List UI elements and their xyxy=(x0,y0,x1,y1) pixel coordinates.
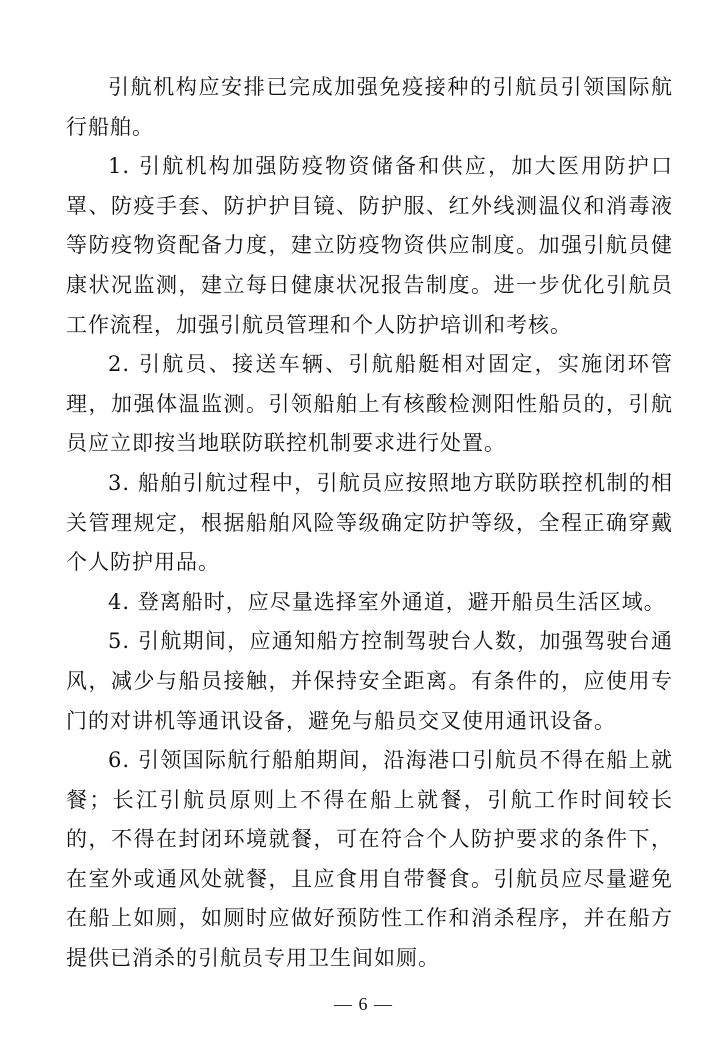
paragraph-item-5: 5. 引航期间，应通知船方控制驾驶台人数，加强驾驶台通风，减少与船员接触，并保持安全距离。有条件的，应使用专门的对讲机等通讯设备，避免与船员交叉使用通讯设备。 xyxy=(66,629,673,733)
paragraph-item-1: 1. 引航机构加强防疫物资储备和供应，加大医用防护口罩、防疫手套、防护护目镜、防护服、红外线测温仪和消毒液等防疫物资配备力度，建立防疫物资供应制度。加强引航员健康状况监测，建立每日健康状况报告制度。进一步优化引航员工作流程，加强引航员管理和个人防护培训和考核。 xyxy=(66,154,673,337)
paragraph-intro: 引航机构应安排已完成加强免疫接种的引航员引领国际航行船舶。 xyxy=(66,75,673,139)
paragraph-item-3: 3. 船舶引航过程中，引航员应按照地方联防联控机制的相关管理规定，根据船舶风险等级确定防护等级，全程正确穿戴个人防护用品。 xyxy=(66,470,673,575)
paragraph-item-2: 2. 引航员、接送车辆、引航船艇相对固定，实施闭环管理，加强体温监测。引领船舶上有核酸检测阳性船员的，引航员应立即按当地联防联控机制要求进行处置。 xyxy=(66,352,673,456)
page-number: — 6 — xyxy=(334,994,393,1014)
paragraph-item-6: 6. 引领国际航行船舶期间，沿海港口引航员不得在船上就餐；长江引航员原则上不得在船上就餐，引航工作时间较长的，不得在封闭环境就餐，可在符合个人防护要求的条件下，在室外或通风处就餐，且应食用自带餐食。引航员应尽量避免在船上如厕，如厕时应做好预防性工作和消杀程序，并在船方提供已消杀的引航员专用卫生间如厕。 xyxy=(66,748,673,971)
paragraph-item-4: 4. 登离船时，应尽量选择室外通道，避开船员生活区域。 xyxy=(108,589,666,614)
